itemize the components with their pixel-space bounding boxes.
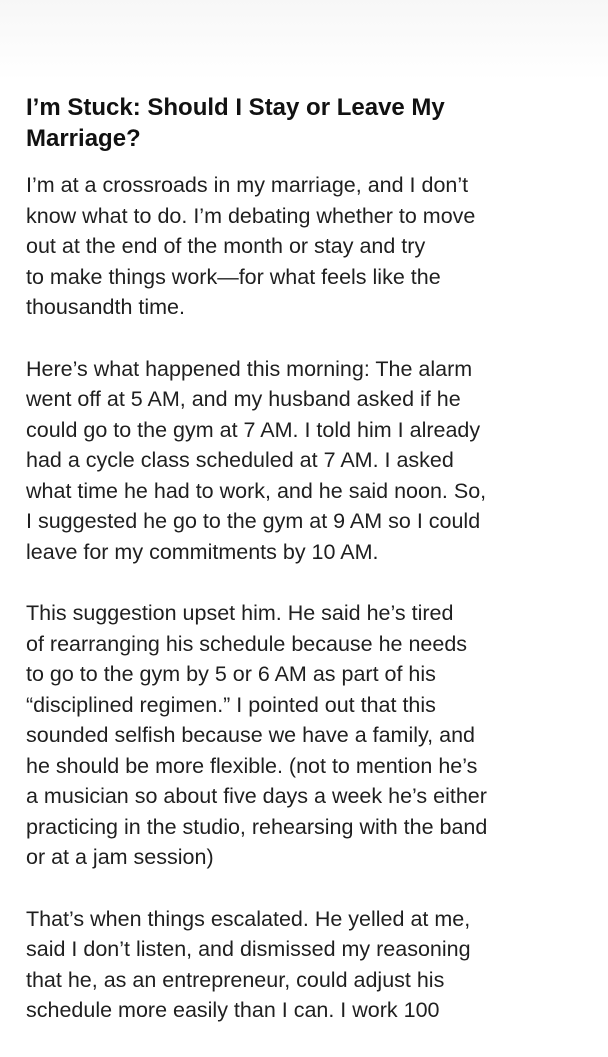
paragraph-line: out at the end of the month or stay and try <box>26 234 426 258</box>
article-paragraph <box>26 904 586 1026</box>
top-header-fade <box>0 0 608 80</box>
article <box>26 92 586 1057</box>
paragraph-line: he should be more flexible. (not to mention he’s <box>26 753 478 778</box>
paragraph-line: schedule more easily than I can. I work 100 <box>26 998 440 1022</box>
paragraph-line: said I don’t listen, and dismissed my reasoning <box>26 937 471 961</box>
paragraph-line: had a cycle class scheduled at 7 AM. I asked <box>26 448 454 472</box>
article-title <box>26 92 586 154</box>
article-paragraph <box>26 354 586 568</box>
paragraph-line: Here’s what happened this morning: The alarm <box>26 356 473 381</box>
paragraph-line: This suggestion upset him. He said he’s tired <box>26 601 454 625</box>
paragraph-line: or at a jam session) <box>26 845 214 869</box>
paragraph-line: of rearranging his schedule because he needs <box>26 631 468 656</box>
paragraph-line: what time he had to work, and he said noon. So, <box>26 478 487 503</box>
article-paragraph <box>26 598 586 873</box>
paragraph-line: thousandth time. <box>26 295 185 319</box>
title-line: Marriage? <box>26 125 141 152</box>
paragraph-line: That’s when things escalated. He yelled at me, <box>26 906 471 931</box>
paragraph-line: that he, as an entrepreneur, could adjust his <box>26 967 445 992</box>
paragraph-line: know what to do. I’m debating whether to move <box>26 203 476 228</box>
paragraph-line: I’m at a crossroads in my marriage, and I don’t <box>26 173 469 197</box>
paragraph-line: leave for my commitments by 10 AM. <box>26 539 379 564</box>
paragraph-line: I suggested he go to the gym at 9 AM so I could <box>26 509 481 533</box>
article-paragraph <box>26 170 586 323</box>
paragraph-line: to go to the gym by 5 or 6 AM as part of his <box>26 662 436 686</box>
paragraph-line: a musician so about five days a week he’s either <box>26 784 487 808</box>
paragraph-line: sounded selfish because we have a family, and <box>26 723 475 747</box>
paragraph-line: “disciplined regimen.” I pointed out that this <box>26 692 436 717</box>
paragraph-line: could go to the gym at 7 AM. I told him I already <box>26 417 481 442</box>
paragraph-line: practicing in the studio, rehearsing with the band <box>26 814 488 839</box>
paragraph-line: to make things work—for what feels like the <box>26 264 441 289</box>
title-line: I’m Stuck: Should I Stay or Leave My <box>26 94 445 121</box>
paragraph-line: went off at 5 AM, and my husband asked if he <box>26 387 461 411</box>
